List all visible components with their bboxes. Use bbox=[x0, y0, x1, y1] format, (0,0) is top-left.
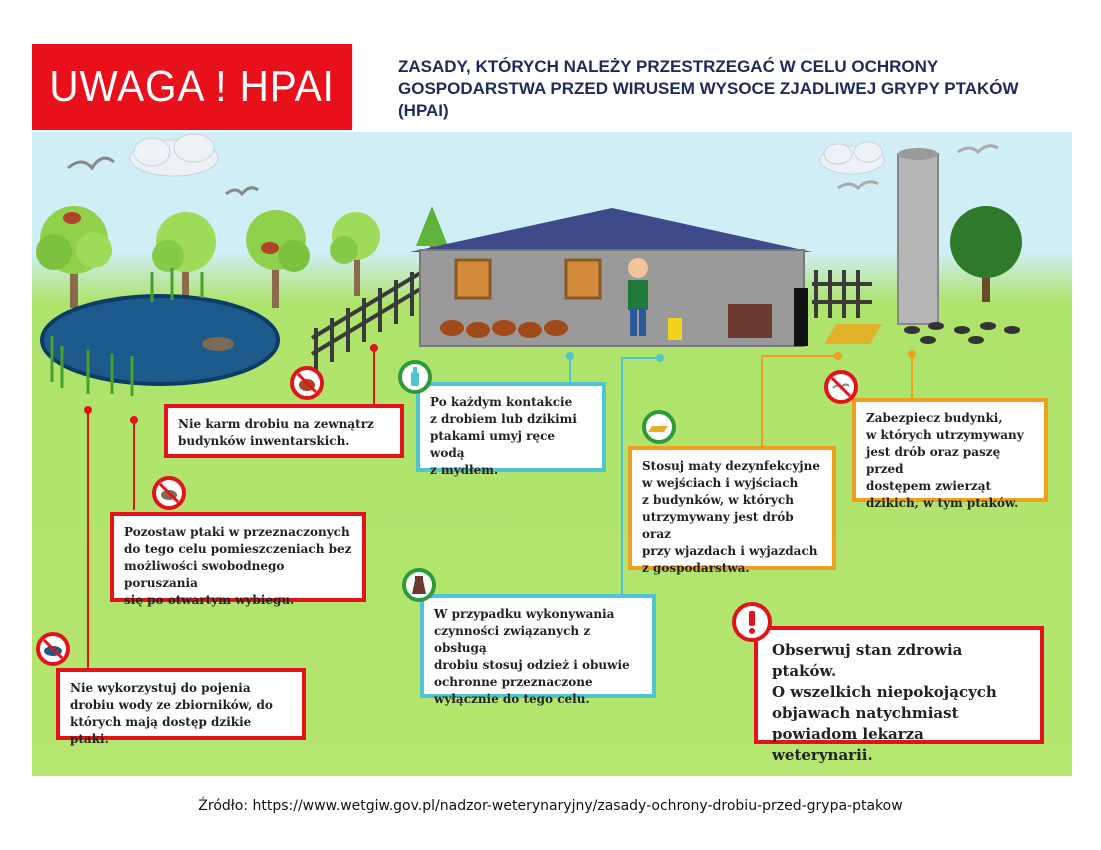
cloud-icon bbox=[820, 142, 884, 174]
cloud-icon bbox=[130, 134, 218, 176]
silo bbox=[898, 148, 938, 324]
source-credit: Źródło: https://www.wetgiw.gov.pl/nadzor-weterynaryjny/zasady-ochrony-drobiu-przed-grypa-ptakow bbox=[198, 798, 903, 814]
page-title: ZASADY, KTÓRYCH NALEŻY PRZESTRZEGAĆ W CELU OCHRONY GOSPODARSTWA PRZED WIRUSEM WYSOCE ZJADLIWEJ GRYPY PTAKÓW (HPAI) bbox=[398, 57, 1019, 120]
aprons bbox=[728, 304, 772, 338]
rule-disinfection-mats: Stosuj maty dezynfekcyjne w wejściach i wyjściach z budynków, w których utrzymywany jest drób oraz przy wjazdach i wyjazdach z gospodarstwa. bbox=[628, 446, 836, 570]
rule-keep-birds-inside: Pozostaw ptaki w przeznaczonych do tego celu pomieszczeniach bez możliwości swobodnego poruszania się po otwartym wybiegu. bbox=[110, 512, 366, 602]
flying-bird-icon bbox=[958, 146, 998, 152]
rule-observe-health: Obserwuj stan zdrowia ptaków. O wszelkich niepokojących objawach natychmiast powiadom lekarza weterynarii. bbox=[754, 626, 1044, 744]
perched-bird-icon bbox=[63, 212, 81, 224]
warning-banner bbox=[32, 44, 352, 130]
rule-wash-hands: Po każdym kontakcie z drobiem lub dzikimi ptakami umyj ręce wodą z mydłem. bbox=[416, 382, 606, 472]
no-free-range-duck-icon bbox=[152, 476, 186, 510]
rubber-boots-icon bbox=[668, 318, 682, 340]
tree-icon bbox=[950, 206, 1022, 302]
rule-water-source: Nie wykorzystuj do pojenia drobiu wody ze zbiorników, do których mają dostęp dzikie ptaki. bbox=[56, 668, 306, 740]
no-wild-bird-icon bbox=[824, 370, 858, 404]
wild-duck-icon bbox=[202, 337, 234, 351]
banner-title: UWAGA ! HPAI bbox=[49, 62, 335, 111]
disinfection-mat-icon bbox=[642, 410, 676, 444]
tree-icon bbox=[246, 210, 310, 308]
protective-apron-icon bbox=[402, 568, 436, 602]
rule-secure-buildings: Zabezpiecz budynki, w których utrzymywany jest drób oraz paszę przed dostępem zwierząt dzikich, w tym ptaków. bbox=[852, 398, 1048, 502]
perched-bird-icon bbox=[261, 242, 279, 254]
flying-bird-icon bbox=[68, 158, 114, 168]
fence bbox=[812, 270, 872, 318]
feed-pellets bbox=[904, 322, 1020, 344]
tree-icon bbox=[330, 212, 380, 296]
disinfection-mat bbox=[824, 324, 882, 344]
flying-bird-icon bbox=[838, 182, 878, 188]
rule-no-feeding: Nie karm drobiu na zewnątrz budynków inwentarskich. bbox=[164, 404, 404, 458]
rule-protective-clothing: W przypadku wykonywania czynności związanych z obsługą drobiu stosuj odzież i obuwie ochronne przeznaczone wyłącznie do tego celu. bbox=[420, 594, 656, 698]
exclamation-warning-icon bbox=[732, 602, 772, 642]
no-wild-water-icon bbox=[36, 632, 70, 666]
fence bbox=[312, 272, 422, 372]
soap-bottle-icon bbox=[398, 360, 432, 394]
flying-bird-icon bbox=[226, 188, 258, 194]
no-feeding-chicken-icon bbox=[290, 366, 324, 400]
tree-icon bbox=[152, 212, 216, 304]
pond bbox=[42, 296, 278, 384]
